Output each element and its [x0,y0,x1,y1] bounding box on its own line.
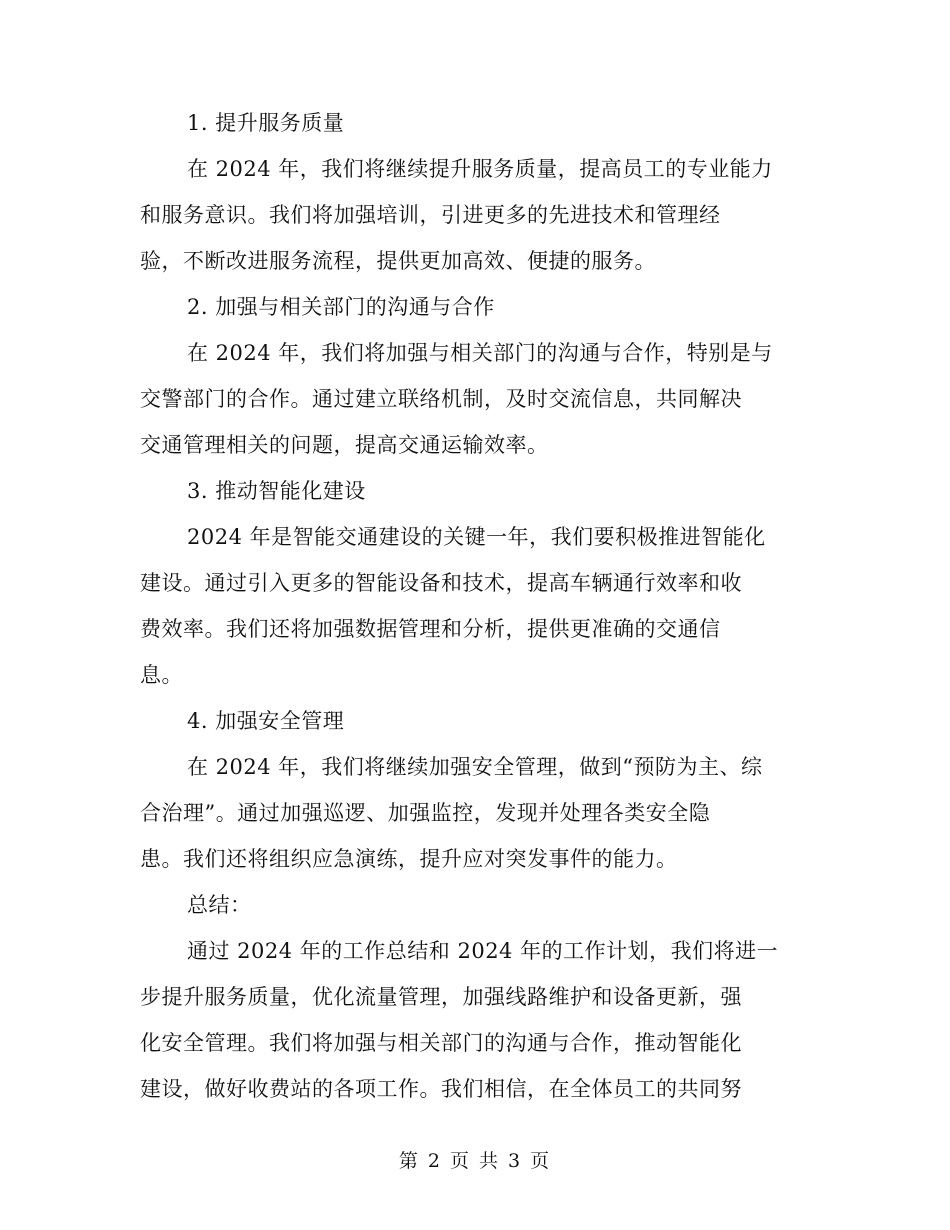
paragraph-line: 交警部门的合作。通过建立联络机制，及时交流信息，共同解决 [140,387,742,411]
section-heading-3: 3. 推动智能化建设 [187,479,366,503]
paragraph-line: 在 2024 年，我们将继续加强安全管理，做到“预防为主、综 [187,755,763,779]
paragraph-line: 建设。通过引入更多的智能设备和技术，提高车辆通行效率和收 [140,571,742,595]
paragraph-line: 和服务意识。我们将加强培训，引进更多的先进技术和管理经 [140,203,721,227]
paragraph-line: 交通管理相关的问题，提高交通运输效率。 [140,433,549,457]
paragraph-line: 费效率。我们还将加强数据管理和分析，提供更准确的交通信 [140,617,721,641]
section-heading-1: 1. 提升服务质量 [187,111,345,135]
paragraph-line: 息。 [140,663,183,687]
paragraph-line: 步提升服务质量，优化流量管理，加强线路维护和设备更新，强 [140,985,742,1009]
paragraph-line: 化安全管理。我们将加强与相关部门的沟通与合作，推动智能化 [140,1031,742,1055]
summary-heading: 总结： [187,893,252,917]
section-heading-2: 2. 加强与相关部门的沟通与合作 [187,295,495,319]
paragraph-line: 患。我们还将组织应急演练，提升应对突发事件的能力。 [140,847,678,871]
paragraph-line: 2024 年是智能交通建设的关键一年，我们要积极推进智能化 [187,525,766,549]
paragraph-line: 在 2024 年，我们将加强与相关部门的沟通与合作，特别是与 [187,341,773,365]
page-number-footer: 第 2 页 共 3 页 [398,1150,552,1172]
paragraph-line: 建设，做好收费站的各项工作。我们相信，在全体员工的共同努 [140,1077,742,1101]
paragraph-line: 在 2024 年，我们将继续提升服务质量，提高员工的专业能力 [187,157,773,181]
section-heading-4: 4. 加强安全管理 [187,709,345,733]
paragraph-line: 合治理”。通过加强巡逻、加强监控，发现并处理各类安全隐 [140,801,711,825]
paragraph-line: 通过 2024 年的工作总结和 2024 年的工作计划，我们将进一 [187,939,779,963]
paragraph-line: 验，不断改进服务流程，提供更加高效、便捷的服务。 [140,249,656,273]
document-body [140,100,810,1112]
